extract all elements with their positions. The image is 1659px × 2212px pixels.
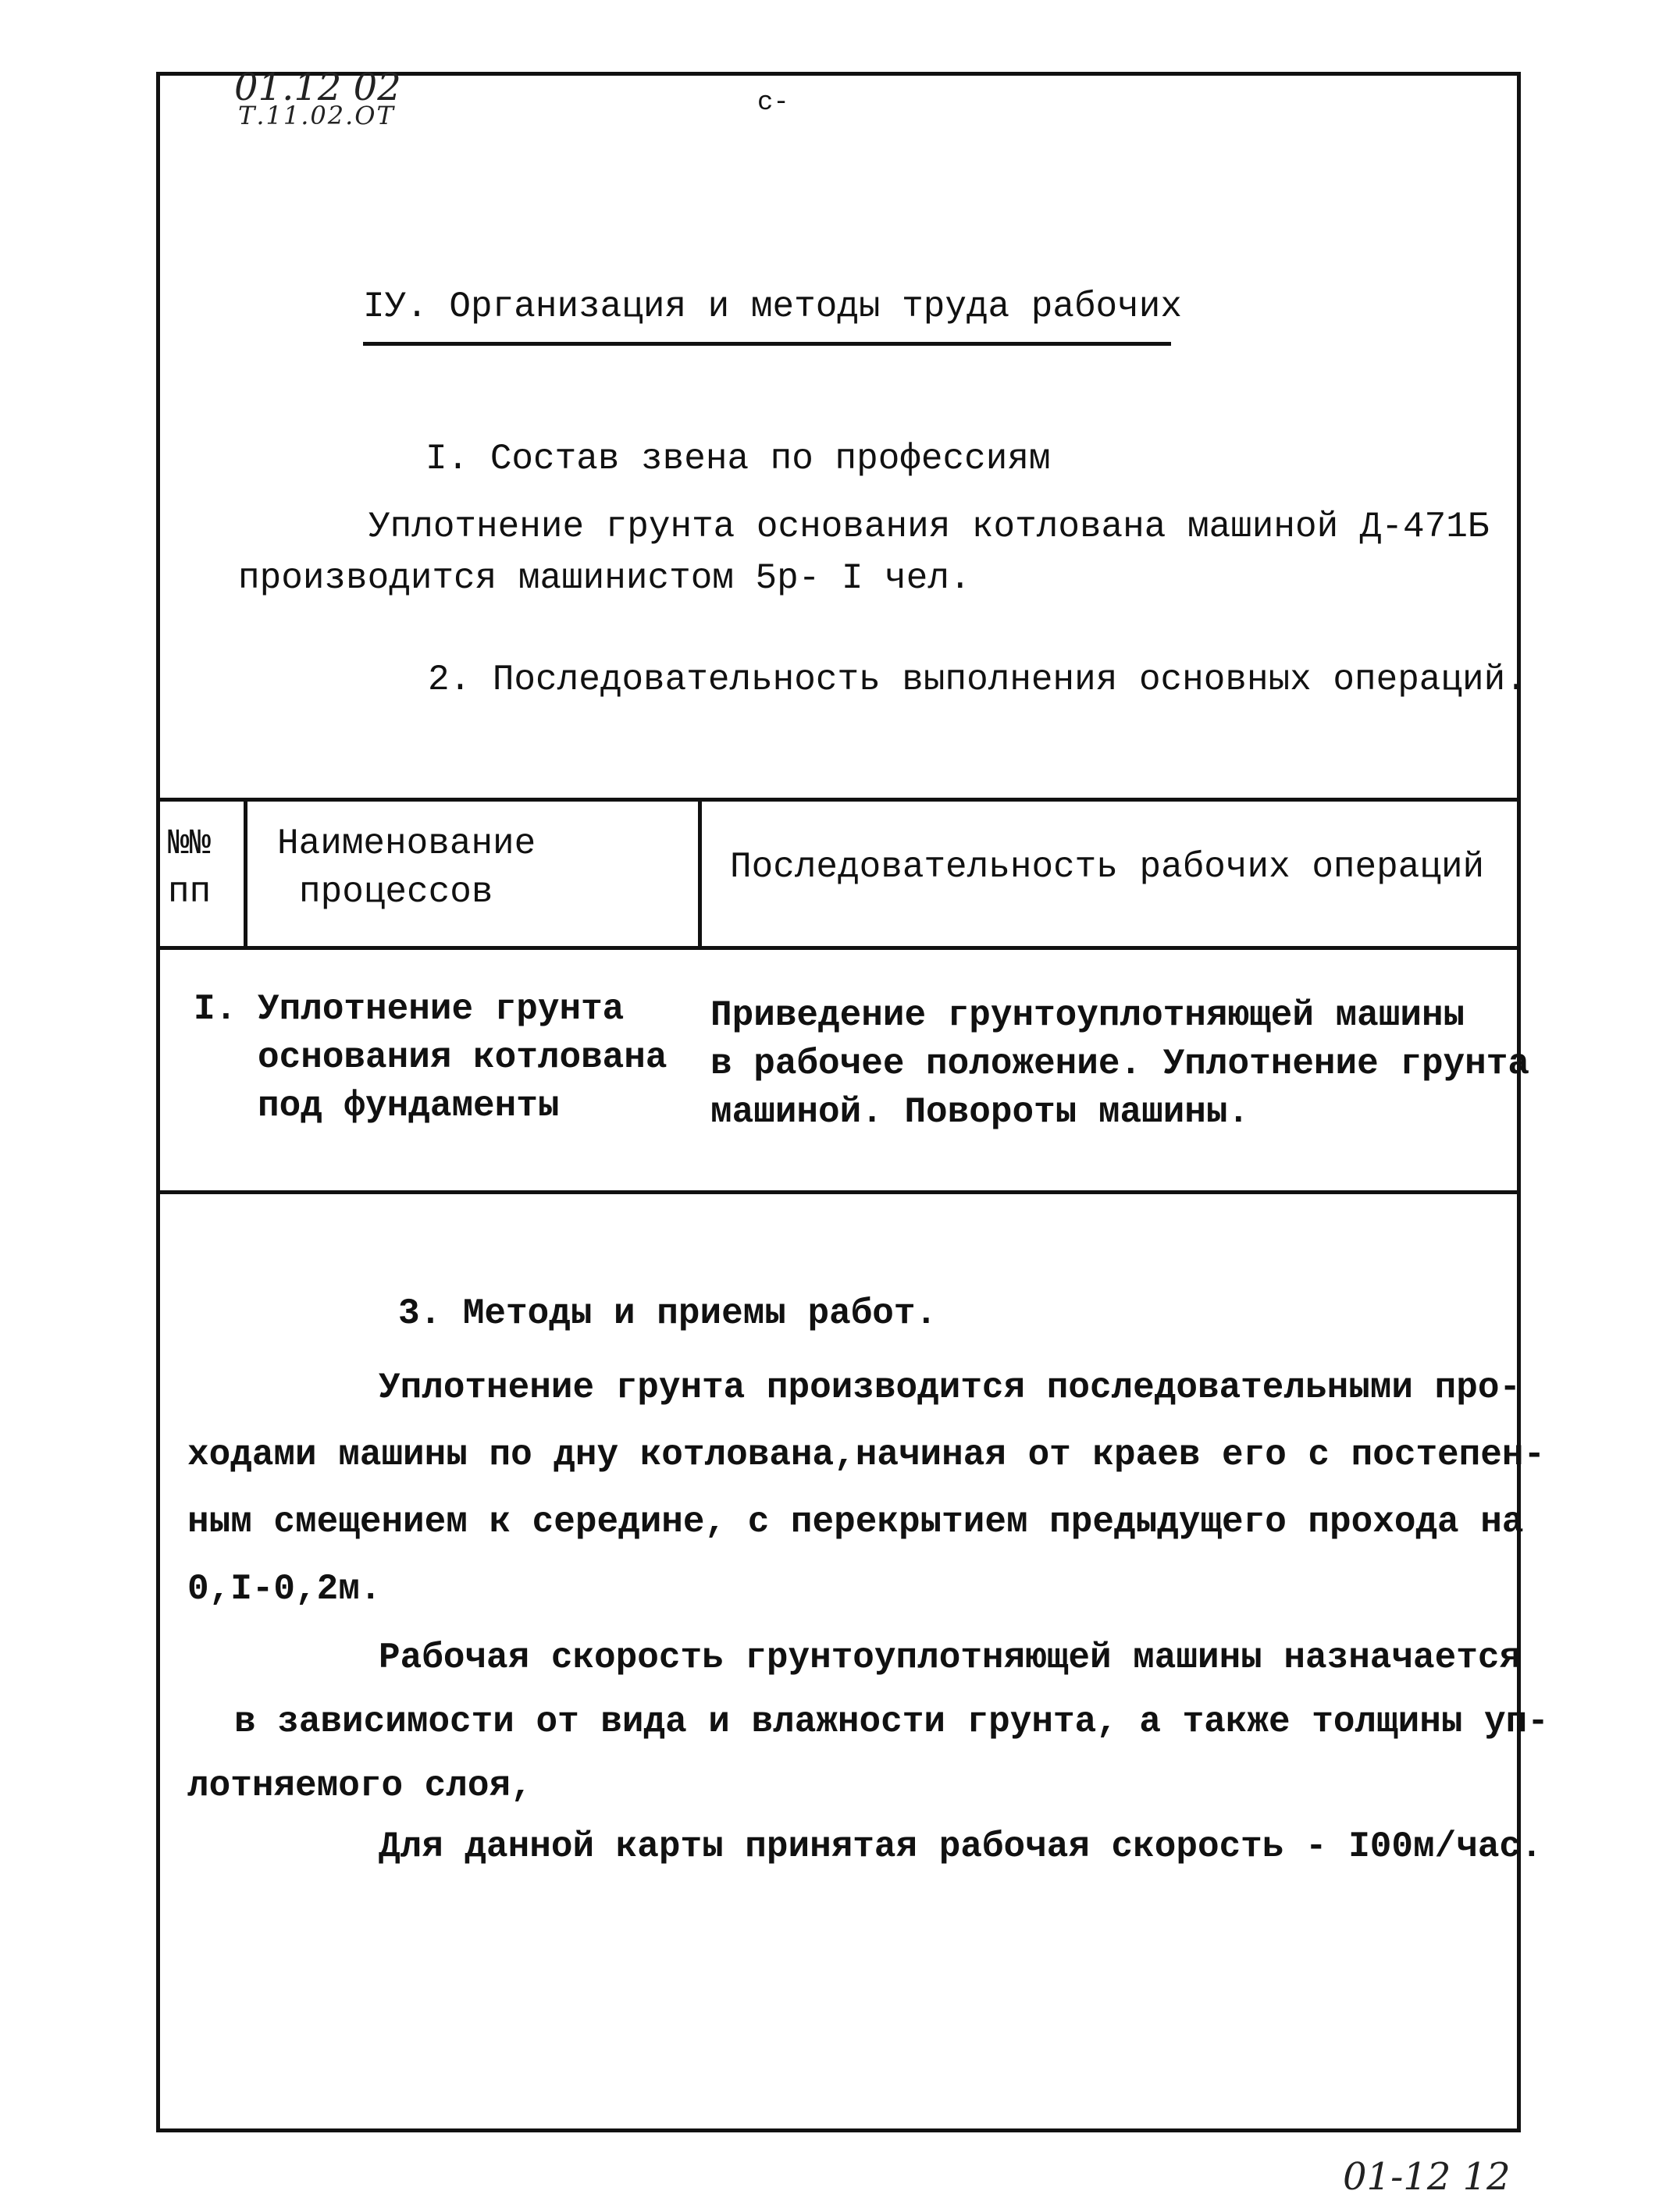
table-col-divider-1	[244, 798, 247, 950]
table-row-num: I.	[194, 989, 237, 1030]
handwritten-code-bottom: Т.11.02.ОТ	[238, 101, 395, 130]
subsection-1-para-line-1: Уплотнение грунта основания котлована машиной Д-471Б	[368, 507, 1490, 547]
table-header-border	[156, 946, 1521, 950]
page-mark: с-	[757, 88, 789, 118]
subsection-1-heading: I. Состав звена по профессиям	[425, 439, 1051, 479]
handwritten-code-top: 01.12 02	[234, 66, 401, 109]
table-top-border	[156, 798, 1521, 802]
section-title-underline	[363, 342, 1171, 346]
table-header-ops: Последовательность рабочих операций	[730, 847, 1485, 887]
table-header-name: Наименование процессов	[277, 823, 536, 912]
subsection-3-paragraph-3: Для данной карты принятая рабочая скорость - I00м/час.	[379, 1826, 1543, 1867]
subsection-2-heading: 2. Последовательность выполнения основных операций.	[428, 660, 1527, 700]
table-bottom-border	[156, 1190, 1521, 1194]
table-col-divider-2	[698, 798, 702, 950]
table-header-num: №№ пп	[168, 823, 212, 912]
table-row-process: Уплотнение грунта основания котлована под фундаменты	[258, 989, 668, 1126]
subsection-3-paragraph-2: Рабочая скорость грунтоуплотняющей машины назначается в зависимости от вида и влажности грунта, а также толщины уп- лотняемого слоя,	[187, 1638, 1549, 1806]
table-row-operations: Приведение грунтоуплотняющей машины в рабочее положение. Уплотнение грунта машиной. Повороты машины.	[710, 995, 1529, 1133]
section-title: IУ. Организация и методы труда рабочих	[363, 286, 1182, 327]
subsection-1-para-line-2: производится машинистом 5р- I чел.	[238, 558, 971, 599]
subsection-3-heading: 3. Методы и приемы работ.	[398, 1293, 938, 1334]
handwritten-footer-code: 01-12 12	[1343, 2155, 1511, 2199]
subsection-3-paragraph-1: Уплотнение грунта производится последовательными про- ходами машины по дну котлована,начиная от краев его с постепен- ным смещением к середине, с перекрытием предыдущего прохода на 0,I-0,2м.	[187, 1367, 1546, 1609]
